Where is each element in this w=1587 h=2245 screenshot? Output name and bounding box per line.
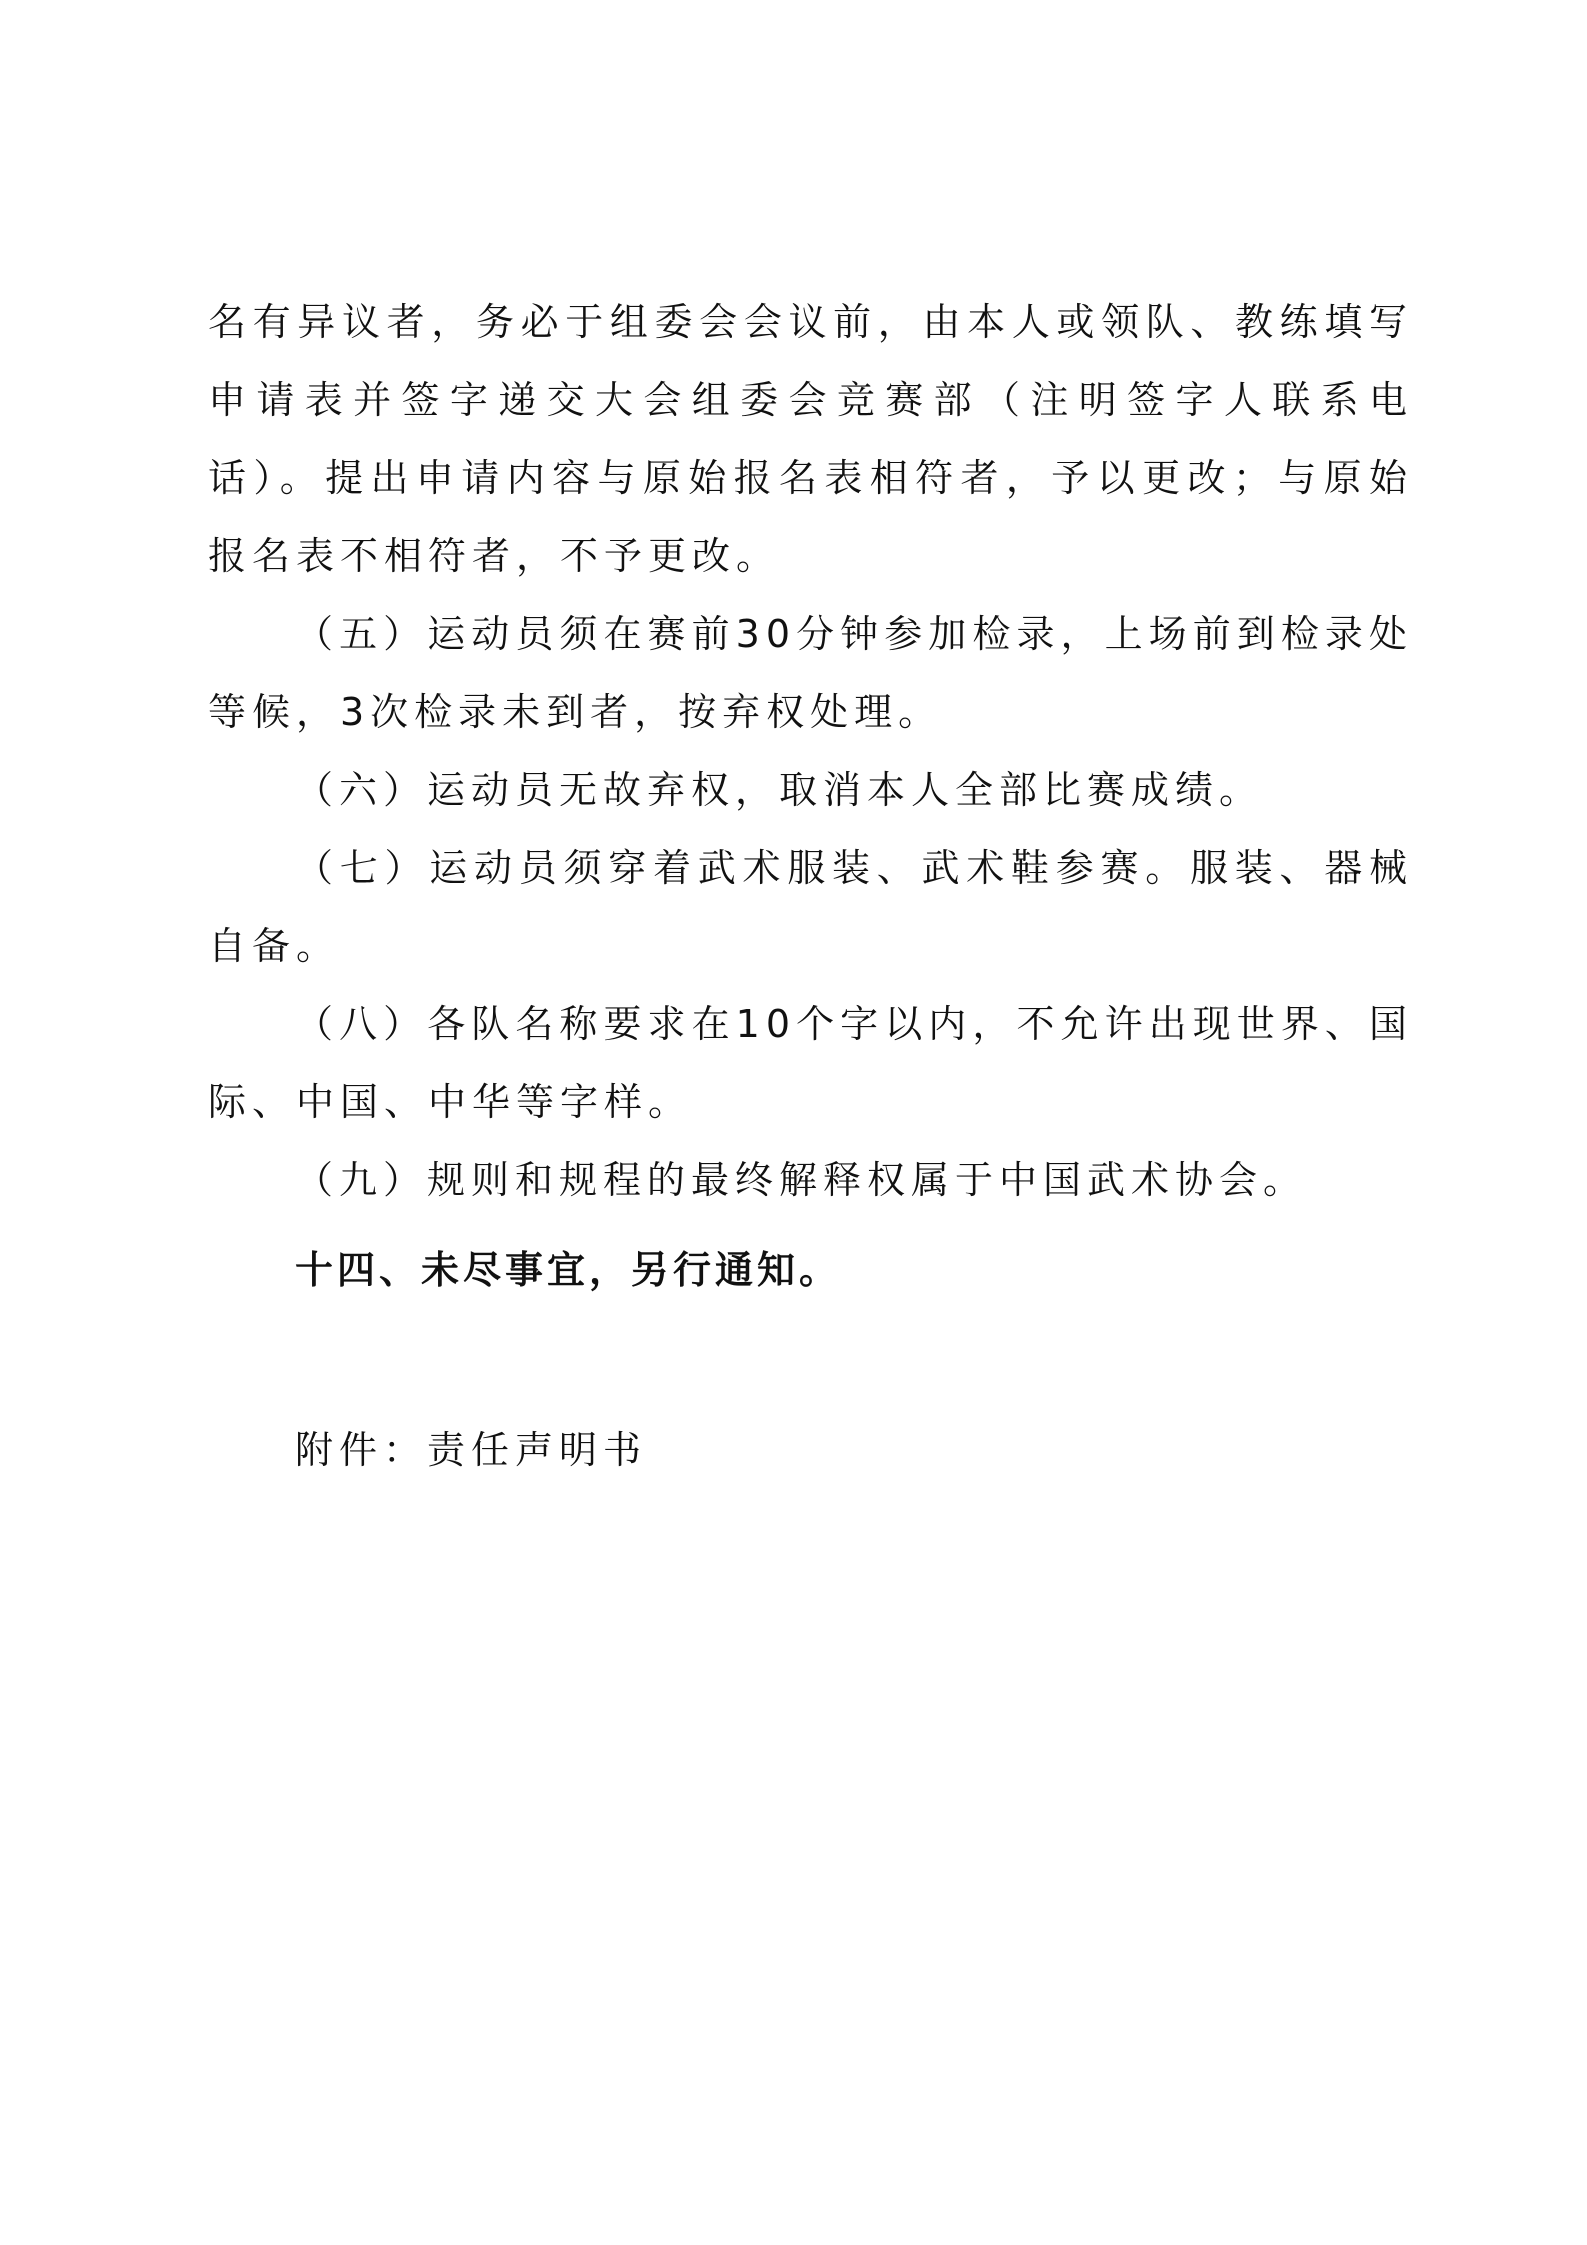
paragraph-item-7: （七）运动员须穿着武术服装、武术鞋参赛。服装、器械自备。 (208, 846, 1413, 968)
paragraph-continuation: 名有异议者，务必于组委会会议前，由本人或领队、教练填写申请表并签字递交大会组委会竞赛部（注明签字人联系电话）。提出申请内容与原始报名表相符者，予以更改；与原始报名表不相符者，不予更改。 (208, 300, 1413, 578)
paragraph-item-8: （八）各队名称要求在10个字以内，不允许出现世界、国际、中国、中华等字样。 (208, 1002, 1413, 1124)
attachment-note: 附件：责任声明书 (295, 1428, 648, 1472)
section-heading: 十四、未尽事宜，另行通知。 (295, 1248, 842, 1292)
document-body (208, 283, 1413, 1489)
paragraph-item-5: （五）运动员须在赛前30分钟参加检录，上场前到检录处等候，3次检录未到者，按弃权处理。 (208, 612, 1413, 734)
paragraph-item-9: （九）规则和规程的最终解释权属于中国武术协会。 (295, 1158, 1308, 1202)
paragraph-item-6: （六）运动员无故弃权，取消本人全部比赛成绩。 (295, 768, 1264, 812)
